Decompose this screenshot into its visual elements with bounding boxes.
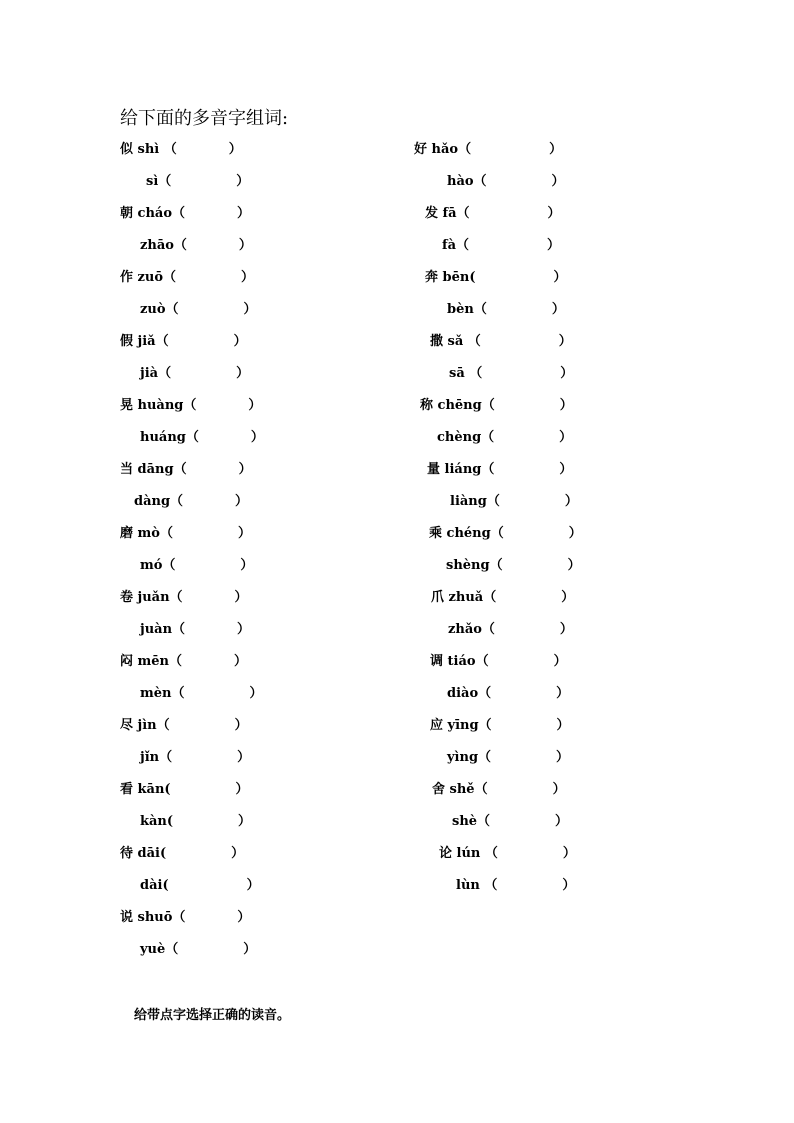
word-entry: dàng（ ） xyxy=(134,494,249,509)
word-entry: yuè（ ） xyxy=(140,942,257,957)
word-entry: 撒 sǎ （ ） xyxy=(430,334,572,349)
word-entry: 论 lún （ ） xyxy=(439,846,576,861)
word-entry: 看 kān( ） xyxy=(120,782,249,797)
word-entry: dài( ） xyxy=(140,878,260,893)
word-entry: 卷 juǎn（ ） xyxy=(120,590,248,605)
word-entry: shè（ ） xyxy=(452,814,569,829)
word-entry: lùn （ ） xyxy=(456,878,576,893)
word-entry: 发 fā（ ） xyxy=(425,206,561,221)
word-entry: zhāo（ ） xyxy=(140,238,252,253)
word-entry: 似 shì （ ） xyxy=(120,142,242,157)
worksheet-title: 给下面的多音字组词: xyxy=(120,108,289,129)
word-entry: 闷 mēn（ ） xyxy=(120,654,248,669)
word-entry: shèng（ ） xyxy=(446,558,581,573)
word-entry: juàn（ ） xyxy=(140,622,251,637)
word-entry: 应 yīng（ ） xyxy=(430,718,570,733)
word-entry: 晃 huàng（ ） xyxy=(120,398,262,413)
word-entry: hào（ ） xyxy=(447,174,565,189)
word-entry: 量 liáng（ ） xyxy=(427,462,573,477)
word-entry: chèng（ ） xyxy=(437,430,573,445)
word-entry: diào（ ） xyxy=(447,686,570,701)
word-entry: 调 tiáo（ ） xyxy=(430,654,567,669)
word-entry: sì（ ） xyxy=(146,174,250,189)
word-entry: 尽 jìn（ ） xyxy=(120,718,248,733)
word-entry: liàng（ ） xyxy=(450,494,578,509)
word-entry: zuò（ ） xyxy=(140,302,257,317)
word-entry: kàn( ） xyxy=(140,814,252,829)
word-entry: 朝 cháo（ ） xyxy=(120,206,250,221)
word-entry: zhǎo（ ） xyxy=(448,622,573,637)
word-entry: mó（ ） xyxy=(140,558,254,573)
word-entry: huáng（ ） xyxy=(140,430,264,445)
word-entry: bèn（ ） xyxy=(447,302,565,317)
word-entry: fà（ ） xyxy=(442,238,561,253)
word-entry: 称 chēng（ ） xyxy=(420,398,573,413)
word-entry: jià（ ） xyxy=(140,366,250,381)
word-entry: 乘 chéng（ ） xyxy=(429,526,582,541)
word-entry: jǐn（ ） xyxy=(140,750,251,765)
word-entry: 待 dāi( ） xyxy=(120,846,245,861)
word-entry: 好 hǎo（ ） xyxy=(414,142,563,157)
word-entry: 当 dāng（ ） xyxy=(120,462,252,477)
word-entry: mèn（ ） xyxy=(140,686,263,701)
section-instruction: 给带点字选择正确的读音。 xyxy=(134,1008,291,1023)
word-entry: sā （ ） xyxy=(449,366,574,381)
word-entry: 爪 zhuǎ（ ） xyxy=(431,590,575,605)
word-entry: yìng（ ） xyxy=(447,750,570,765)
word-entry: 奔 bēn( ） xyxy=(425,270,567,285)
word-entry: 舍 shě（ ） xyxy=(432,782,566,797)
word-entry: 说 shuō（ ） xyxy=(120,910,251,925)
word-entry: 假 jiǎ（ ） xyxy=(120,334,247,349)
word-entry: 磨 mò（ ） xyxy=(120,526,251,541)
word-entry: 作 zuō（ ） xyxy=(120,270,255,285)
